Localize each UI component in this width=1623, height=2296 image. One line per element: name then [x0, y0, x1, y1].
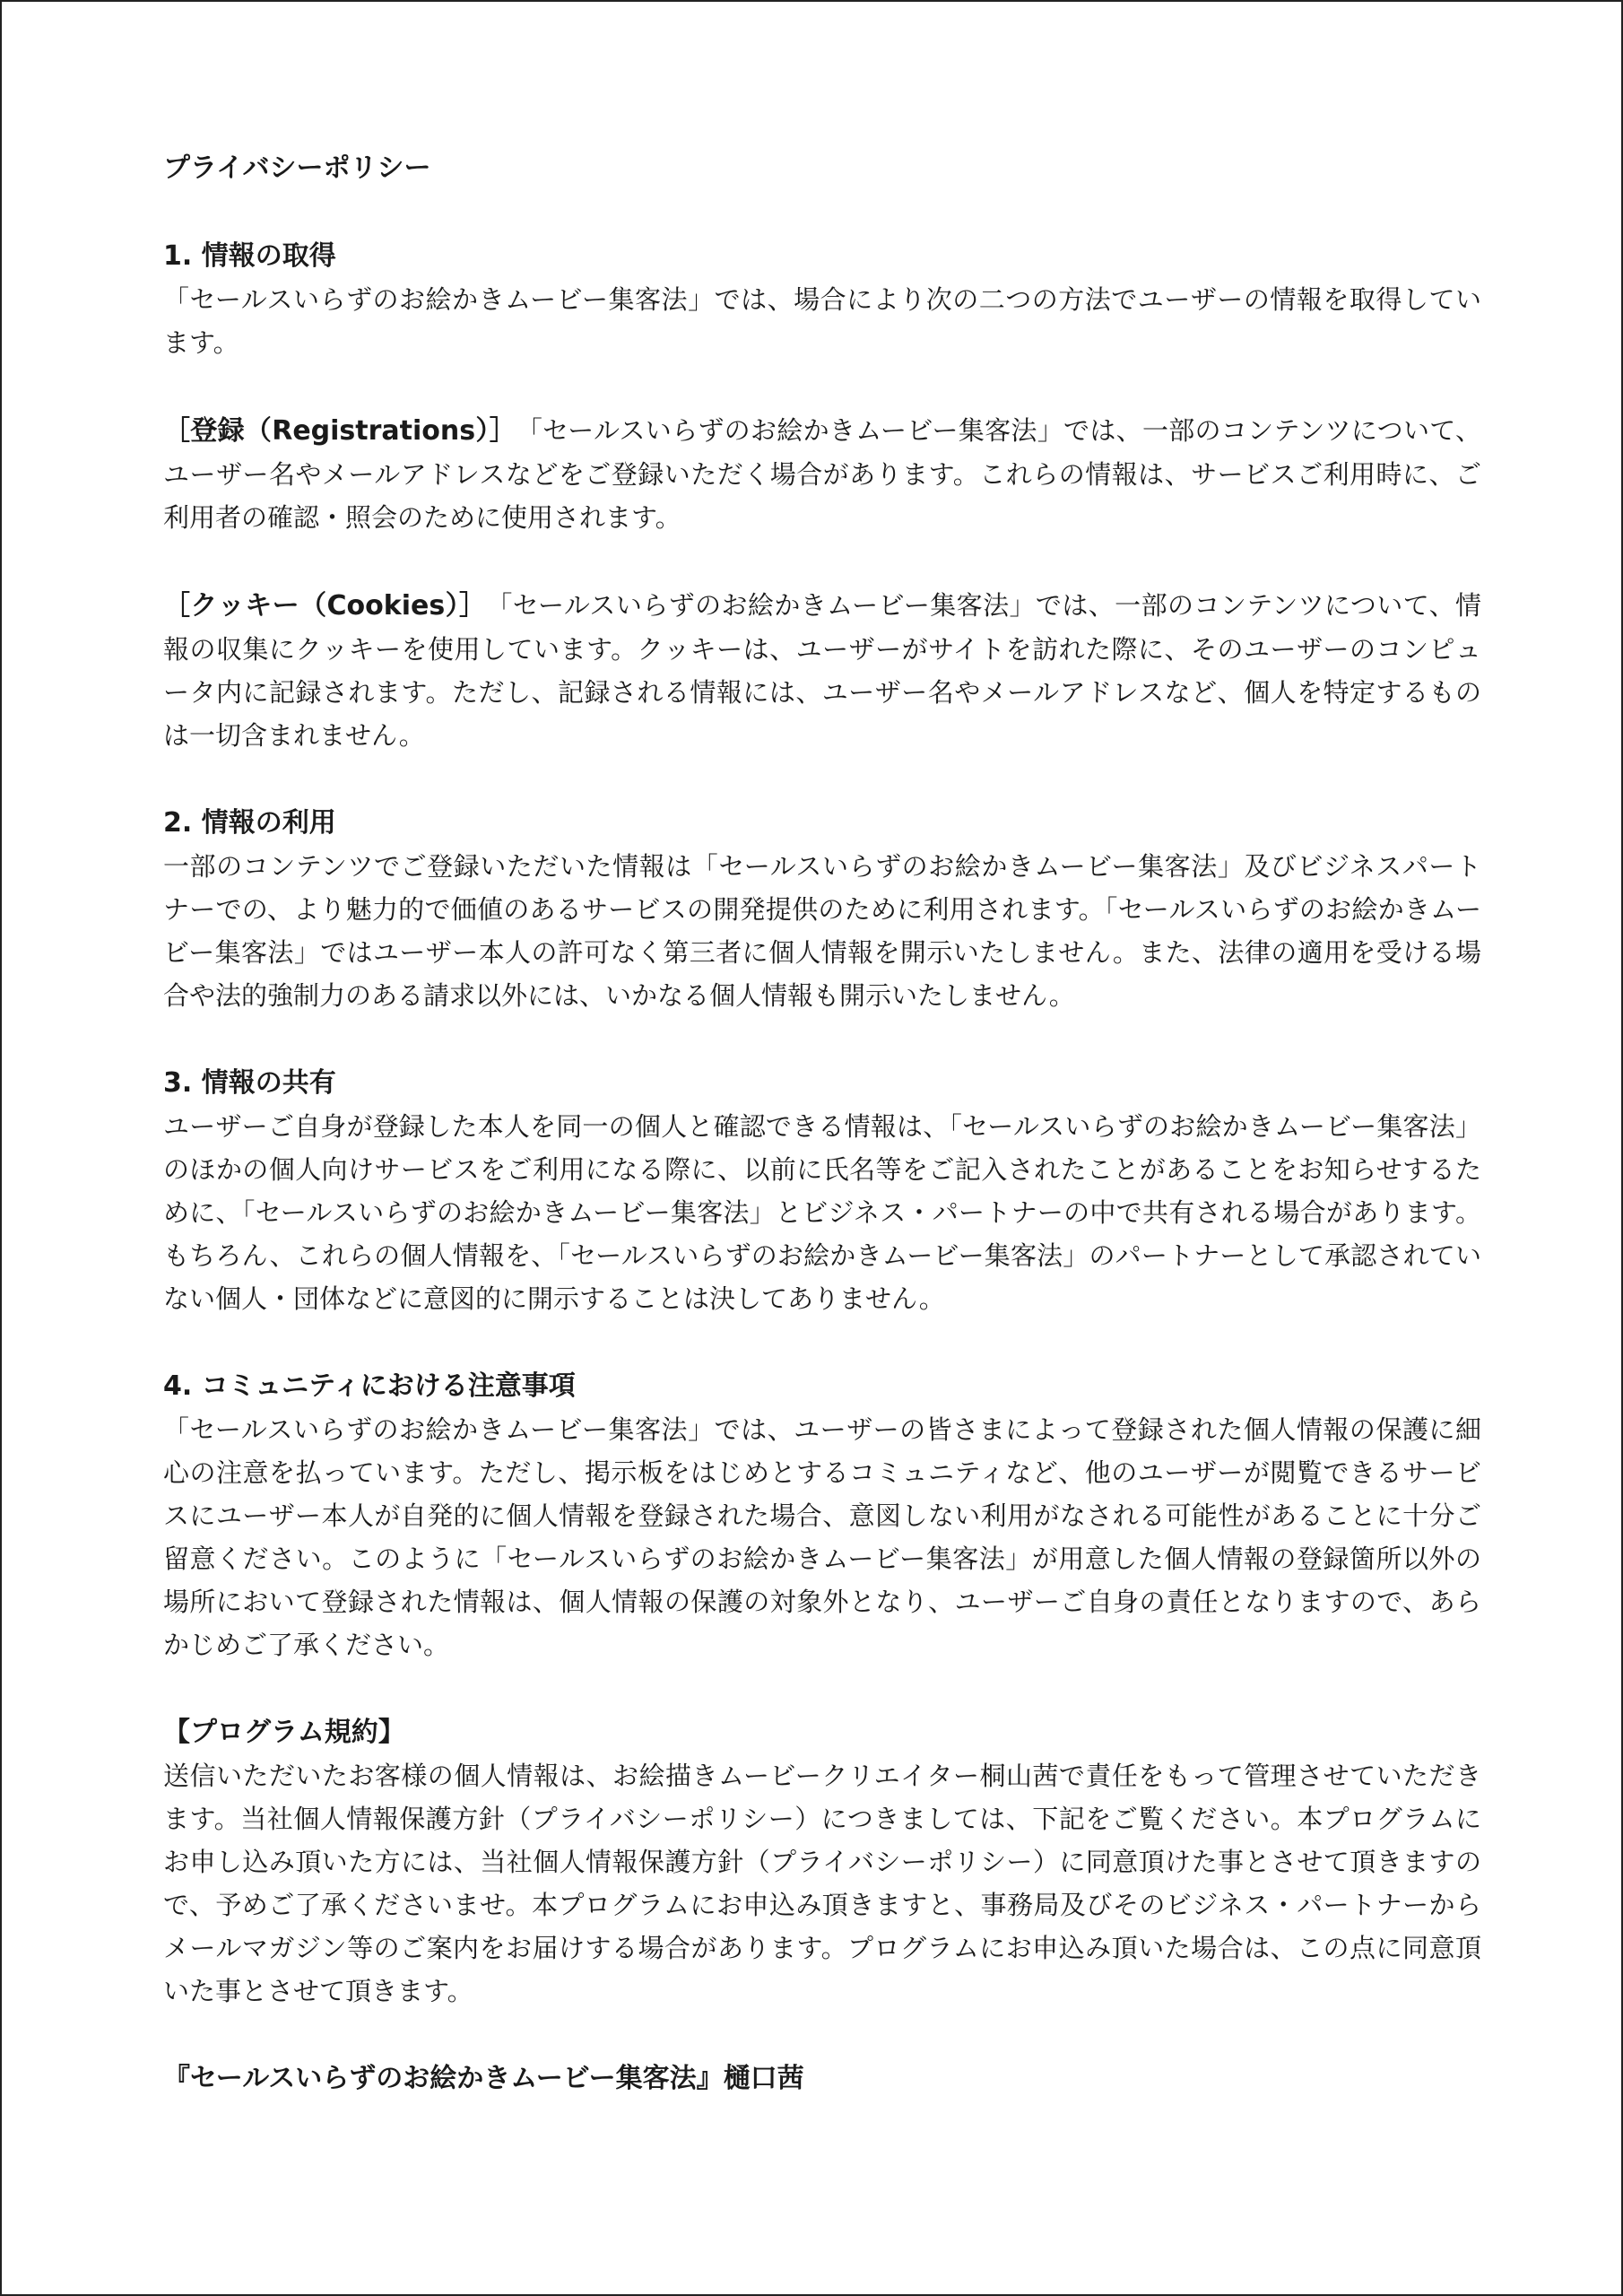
section-heading: 1. 情報の取得: [163, 240, 336, 272]
section-information-usage: [163, 802, 1481, 1017]
section-heading: 2. 情報の利用: [163, 807, 336, 839]
section-information-acquisition: [163, 235, 1481, 364]
subsection-paragraph: [163, 584, 1481, 757]
section-community-notes: [163, 1365, 1481, 1666]
subsection-lead: ［クッキー（Cookies）］: [163, 590, 473, 622]
document-content: [163, 147, 1481, 2100]
subsection-cookies: [163, 584, 1481, 757]
subsection-body: 「セールスいらずのお絵かきムービー集客法」では、一部のコンテンツについて、ユーザー名やメールアドレスなどをご登録いただく場合があります。これらの情報は、サービスご利用時に、ご利用者の確認・照会のために使用されます。: [163, 415, 1481, 533]
subsection-paragraph: [163, 409, 1481, 539]
section-body: 一部のコンテンツでご登録いただいた情報は「セールスいらずのお絵かきムービー集客法」及びビジネスパートナーでの、より魅力的で価値のあるサービスの開発提供のために利用されます。「セールスいらずのお絵かきムービー集客法」ではユーザー本人の許可なく第三者に個人情報を開示いたしません。また、法律の適用を受ける場合や法的強制力のある請求以外には、いかなる個人情報も開示いたしません。: [163, 851, 1481, 1011]
section-body: ユーザーご自身が登録した本人を同一の個人と確認できる情報は、「セールスいらずのお絵かきムービー集客法」のほかの個人向けサービスをご利用になる際に、以前に氏名等をご記入されたことがあることをお知らせするために、「セールスいらずのお絵かきムービー集客法」とビジネス・パートナーの中で共有される場合があります。もちろん、これらの個人情報を、「セールスいらずのお絵かきムービー集客法」のパートナーとして承認されていない個人・団体などに意図的に開示することは決してありません。: [163, 1111, 1481, 1314]
section-heading: 3. 情報の共有: [163, 1067, 336, 1099]
section-body: 送信いただいたお客様の個人情報は、お絵描きムービークリエイター桐山茜で責任をもって管理させていただきます。当社個人情報保護方針（プライバシーポリシー）につきましては、下記をご覧ください。本プログラムにお申し込み頂いた方には、当社個人情報保護方針（プライバシーポリシー）に同意頂けた事とさせて頂きますので、予めご了承くださいませ。本プログラムにお申込み頂きますと、事務局及びそのビジネス・パートナーからメールマガジン等のご案内をお届けする場合があります。プログラムにお申込み頂いた場合は、この点に同意頂いた事とさせて頂きます。: [163, 1761, 1481, 2006]
section-heading: 【プログラム規約】: [163, 1717, 405, 1748]
section-program-terms: [163, 1711, 1481, 2013]
subsection-registrations: [163, 409, 1481, 539]
section-body: 「セールスいらずのお絵かきムービー集客法」では、場合により次の二つの方法でユーザーの情報を取得しています。: [163, 284, 1481, 358]
document-signature: 『セールスいらずのお絵かきムービー集客法』樋口茜: [163, 2063, 804, 2094]
document-title: プライバシーポリシー: [163, 152, 431, 184]
section-information-sharing: [163, 1062, 1481, 1320]
section-heading: 4. コミュニティにおける注意事項: [163, 1370, 576, 1402]
subsection-lead: ［登録（Registrations）］: [163, 415, 504, 447]
subsection-body: 「セールスいらずのお絵かきムービー集客法」では、一部のコンテンツについて、情報の収集にクッキーを使用しています。クッキーは、ユーザーがサイトを訪れた際に、そのユーザーのコンピュータ内に記録されます。ただし、記録される情報には、ユーザー名やメールアドレスなど、個人を特定するものは一切含まれません。: [163, 590, 1481, 751]
section-body: 「セールスいらずのお絵かきムービー集客法」では、ユーザーの皆さまによって登録された個人情報の保護に細心の注意を払っています。ただし、掲示板をはじめとするコミュニティなど、他のユーザーが閲覧できるサービスにユーザー本人が自発的に個人情報を登録された場合、意図しない利用がなされる可能性があることに十分ご留意ください。このように「セールスいらずのお絵かきムービー集客法」が用意した個人情報の登録箇所以外の場所において登録された情報は、個人情報の保護の対象外となり、ユーザーご自身の責任となりますので、あらかじめご了承ください。: [163, 1414, 1481, 1660]
